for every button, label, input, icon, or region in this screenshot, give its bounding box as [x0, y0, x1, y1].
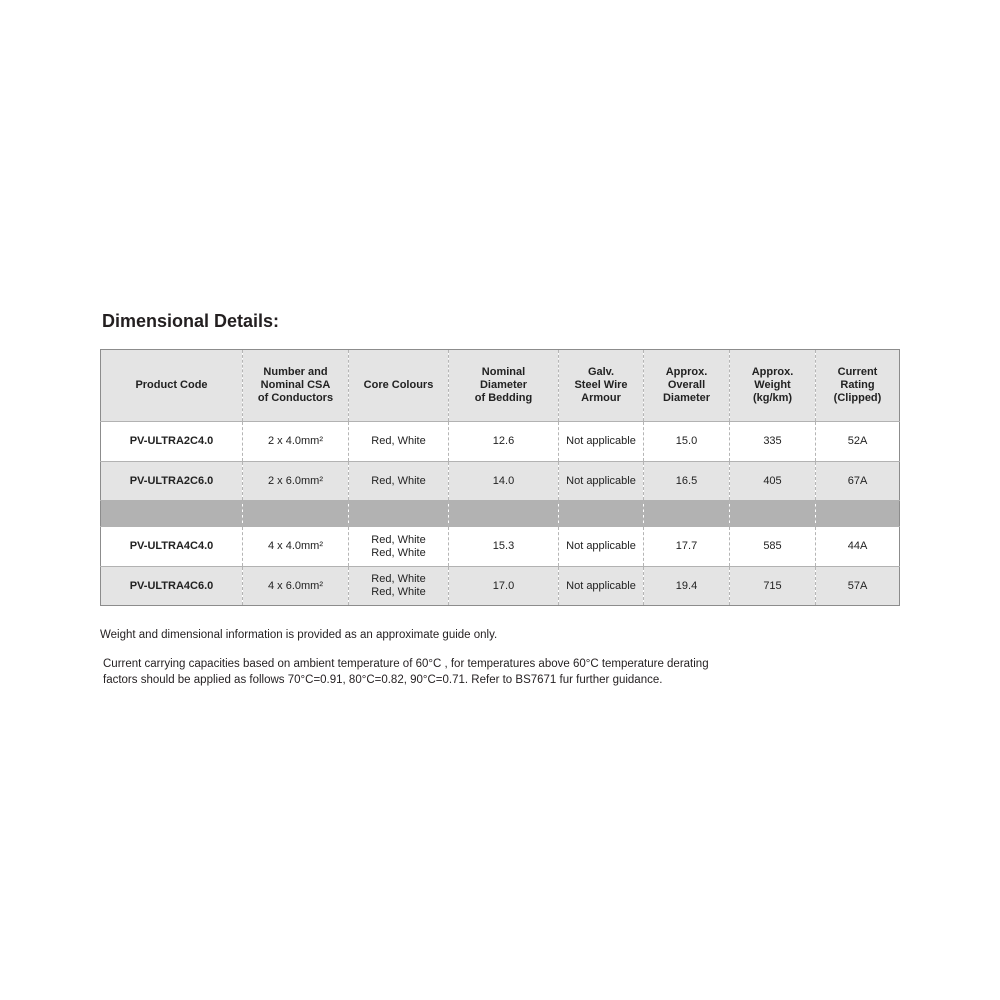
dimensional-details-table	[100, 349, 900, 606]
core-colour-line: Red, White	[371, 573, 426, 585]
column-header-weight	[730, 350, 816, 422]
column-header-armour	[559, 350, 644, 422]
cell-conductors: 2 x 4.0mm²	[243, 422, 349, 462]
cell-overall-diameter: 16.5	[644, 462, 730, 501]
footnote-weight-disclaimer: Weight and dimensional information is provided as an approximate guide only.	[100, 629, 498, 641]
cell-core-colours	[349, 422, 449, 462]
spacer-cell	[559, 501, 644, 527]
header-line: of Bedding	[474, 392, 533, 404]
page-title: Dimensional Details:	[102, 311, 280, 331]
cell-bedding-diameter: 14.0	[449, 462, 559, 501]
spacer-cell	[349, 501, 449, 527]
core-colour-line: Red, White	[371, 435, 426, 447]
spacer-cell	[644, 501, 730, 527]
table-row	[101, 422, 900, 462]
table-row	[101, 567, 900, 606]
cell-bedding-diameter: 12.6	[449, 422, 559, 462]
cell-weight: 715	[730, 567, 816, 606]
header-line: of Conductors	[257, 392, 334, 404]
header-line: (kg/km)	[752, 392, 793, 404]
cell-current-rating: 57A	[816, 567, 900, 606]
table-header-row	[101, 350, 900, 422]
header-line: Nominal CSA	[260, 379, 331, 391]
cell-core-colours	[349, 462, 449, 501]
cell-product-code: PV-ULTRA2C4.0	[101, 422, 243, 462]
cell-armour: Not applicable	[559, 567, 644, 606]
header-line: Weight	[754, 379, 791, 391]
footnote-line: factors should be applied as follows 70°C=0.91, 80°C=0.82, 90°C=0.71. Refer to BS7671 fur further guidance.	[103, 674, 663, 686]
header-line: Diameter	[479, 379, 528, 391]
header-line: Diameter	[662, 392, 711, 404]
spacer-cell	[816, 501, 900, 527]
cell-armour: Not applicable	[559, 422, 644, 462]
table-row	[101, 462, 900, 501]
cell-product-code: PV-ULTRA2C6.0	[101, 462, 243, 501]
cell-conductors: 4 x 4.0mm²	[243, 527, 349, 567]
column-header-bedding-diameter	[449, 350, 559, 422]
header-line: Product Code	[135, 379, 208, 391]
column-header-product-code	[101, 350, 243, 422]
cell-current-rating: 52A	[816, 422, 900, 462]
header-line: Approx.	[751, 366, 794, 378]
cell-overall-diameter: 19.4	[644, 567, 730, 606]
column-header-current-rating	[816, 350, 900, 422]
cell-product-code: PV-ULTRA4C4.0	[101, 527, 243, 567]
header-line: Overall	[667, 379, 706, 391]
cell-current-rating: 44A	[816, 527, 900, 567]
column-header-conductors	[243, 350, 349, 422]
header-line: Rating	[840, 379, 875, 391]
core-colour-line: Red, White	[371, 586, 426, 598]
header-line: Armour	[581, 392, 621, 404]
cell-overall-diameter: 17.7	[644, 527, 730, 567]
header-line: Core Colours	[363, 379, 434, 391]
header-line: (Clipped)	[833, 392, 882, 404]
cell-bedding-diameter: 15.3	[449, 527, 559, 567]
spacer-cell	[243, 501, 349, 527]
footnote-line: Current carrying capacities based on ambient temperature of 60°C , for temperatures above 60°C temperature derating	[103, 658, 709, 670]
header-line: Number and	[263, 366, 328, 378]
header-line: Galv.	[587, 366, 615, 378]
datasheet-page	[100, 310, 900, 688]
core-colour-line: Red, White	[371, 546, 426, 559]
footnote-current-capacity	[103, 656, 900, 688]
cell-core-colours	[349, 567, 449, 606]
header-line: Nominal	[481, 366, 526, 378]
core-colour-line: Red, White	[371, 474, 426, 487]
footnotes	[100, 627, 900, 688]
cell-core-colours	[349, 527, 449, 567]
cell-current-rating: 67A	[816, 462, 900, 501]
column-header-core-colours	[349, 350, 449, 422]
header-line: Steel Wire	[574, 379, 628, 391]
spacer-cell	[101, 501, 243, 527]
table-spacer-row	[101, 501, 900, 527]
cell-product-code: PV-ULTRA4C6.0	[101, 567, 243, 606]
cell-conductors: 4 x 6.0mm²	[243, 567, 349, 606]
table-row	[101, 527, 900, 567]
spacer-cell	[730, 501, 816, 527]
cell-weight: 335	[730, 422, 816, 462]
cell-bedding-diameter: 17.0	[449, 567, 559, 606]
cell-weight: 585	[730, 527, 816, 567]
column-header-overall-diameter	[644, 350, 730, 422]
cell-weight: 405	[730, 462, 816, 501]
header-line: Approx.	[665, 366, 708, 378]
core-colour-line: Red, White	[371, 533, 426, 546]
cell-overall-diameter: 15.0	[644, 422, 730, 462]
cell-armour: Not applicable	[559, 527, 644, 567]
spacer-cell	[449, 501, 559, 527]
header-line: Current	[837, 366, 878, 378]
cell-armour: Not applicable	[559, 462, 644, 501]
cell-conductors: 2 x 6.0mm²	[243, 462, 349, 501]
